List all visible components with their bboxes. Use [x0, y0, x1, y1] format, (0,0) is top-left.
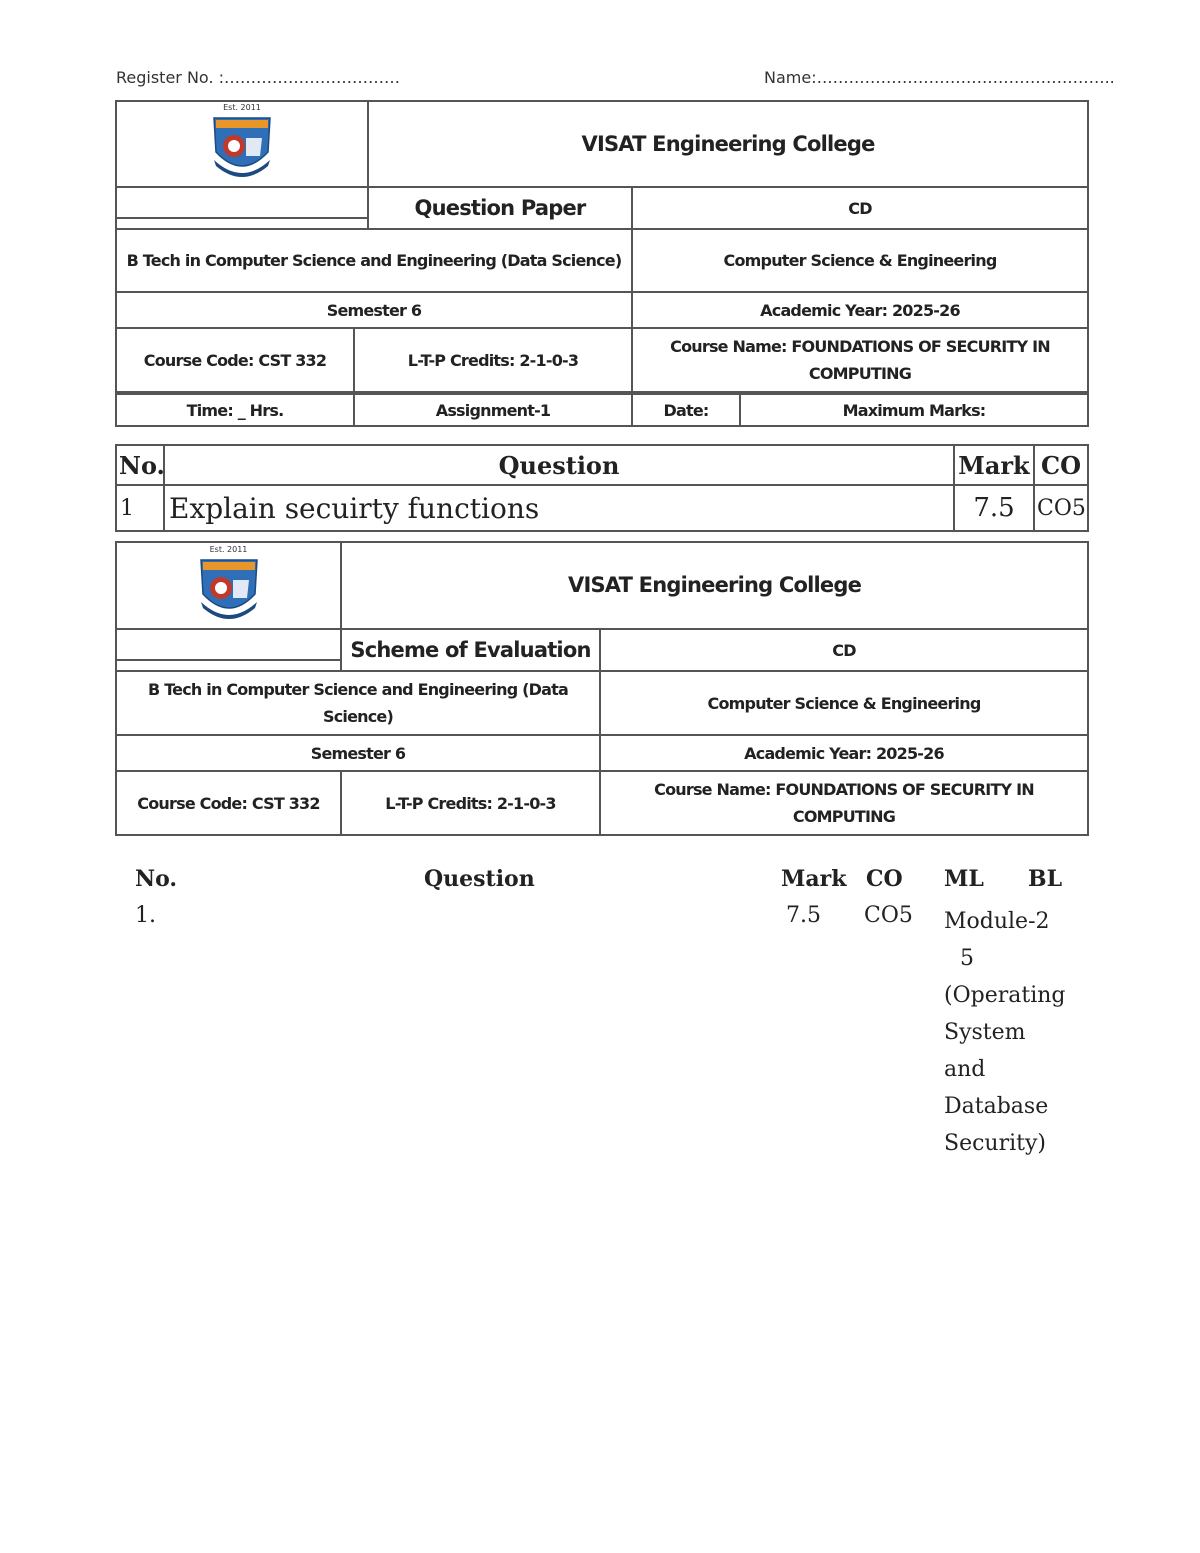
crest-motto: Est. 2011 [223, 103, 261, 112]
max-marks-field: Maximum Marks: [740, 394, 1088, 426]
semester: Semester 6 [116, 735, 600, 771]
blank-cell [116, 629, 341, 671]
col-mark: Mark [954, 445, 1034, 485]
col-co: CO [1034, 445, 1088, 485]
course-name: Course Name: FOUNDATIONS OF SECURITY IN COMPUTING [600, 771, 1088, 835]
course-short-code: CD [632, 187, 1088, 229]
exam-info-row [115, 393, 1089, 427]
col-mark: Mark [781, 866, 847, 892]
row-mark: 7.5 [786, 903, 821, 928]
program-name: B Tech in Computer Science and Engineering (Data Science) [116, 671, 600, 735]
ml-line: Module-2 [944, 909, 1050, 934]
academic-year: Academic Year: 2025-26 [632, 292, 1088, 328]
col-question: Question [164, 445, 954, 485]
credits: L-T-P Credits: 2-1-0-3 [354, 328, 632, 392]
question-paper-header [115, 100, 1089, 393]
scheme-header [115, 541, 1089, 836]
col-ml: ML [944, 866, 984, 892]
program-name: B Tech in Computer Science and Engineering (Data Science) [116, 229, 632, 292]
col-question: Question [424, 866, 535, 892]
col-co: CO [866, 866, 903, 892]
department-name: Computer Science & Engineering [632, 229, 1088, 292]
paper-type: Question Paper [368, 187, 632, 229]
row-ml [944, 903, 1065, 1162]
col-bl: BL [1028, 866, 1063, 892]
row-question: Explain secuirty functions [164, 485, 954, 531]
blank-cell [116, 187, 368, 229]
questions-table [115, 444, 1089, 532]
assignment-label: Assignment-1 [354, 394, 632, 426]
course-code: Course Code: CST 332 [116, 771, 341, 835]
logo-cell [116, 101, 368, 187]
paper-type: Scheme of Evaluation [341, 629, 600, 671]
college-name: VISAT Engineering College [341, 542, 1088, 629]
row-co: CO5 [1034, 485, 1088, 531]
col-no: No. [116, 445, 164, 485]
ml-line: Security) [944, 1131, 1046, 1156]
row-no: 1. [135, 903, 156, 928]
table-row [116, 485, 1088, 531]
row-no: 1 [116, 485, 164, 531]
date-field: Date: [632, 394, 740, 426]
course-code: Course Code: CST 332 [116, 328, 354, 392]
credits: L-T-P Credits: 2-1-0-3 [341, 771, 600, 835]
row-co: CO5 [864, 903, 913, 928]
ml-line: (Operating [944, 983, 1066, 1008]
course-name: Course Name: FOUNDATIONS OF SECURITY IN COMPUTING [632, 328, 1088, 392]
course-short-code: CD [600, 629, 1088, 671]
college-name: VISAT Engineering College [368, 101, 1088, 187]
name-field: Name:……………………………………………….. [764, 68, 1115, 87]
ml-line: System [944, 1020, 1026, 1045]
register-no-field: Register No. :…………………………… [116, 68, 400, 87]
department-name: Computer Science & Engineering [600, 671, 1088, 735]
bl-value: 5 [960, 946, 974, 971]
academic-year: Academic Year: 2025-26 [600, 735, 1088, 771]
time-field: Time: _ Hrs. [116, 394, 354, 426]
logo-cell [116, 542, 341, 629]
crest-motto: Est. 2011 [209, 544, 248, 554]
ml-line: and [944, 1057, 986, 1082]
row-mark: 7.5 [954, 485, 1034, 531]
semester: Semester 6 [116, 292, 632, 328]
ml-line: Database [944, 1094, 1049, 1119]
col-no: No. [135, 866, 178, 892]
